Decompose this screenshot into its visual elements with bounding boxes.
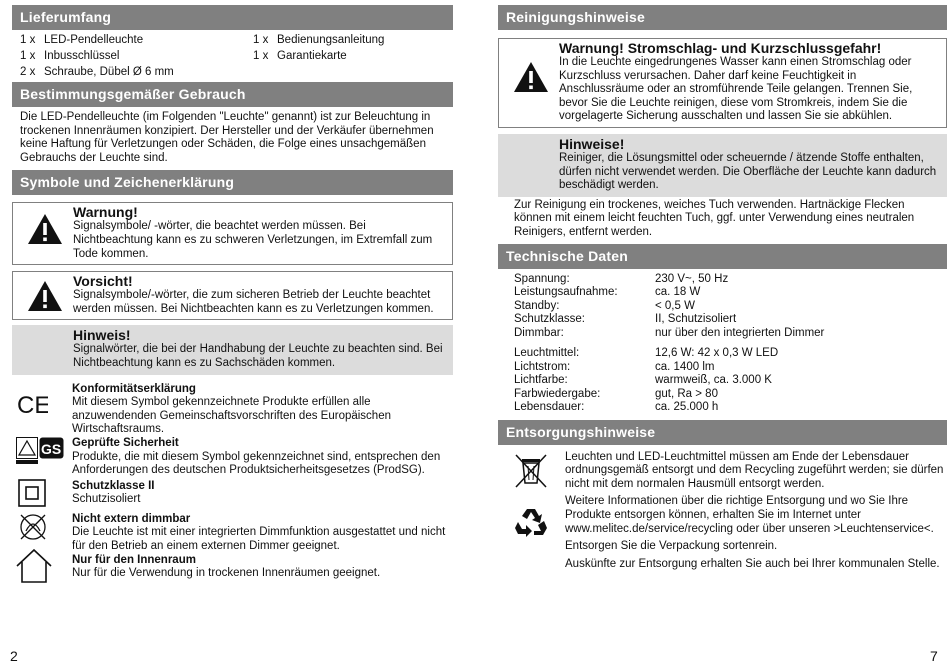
- disposal-body: [498, 451, 947, 572]
- left-page: [12, 5, 453, 581]
- list-item: 2 x Schraube, Dübel Ø 6 mm: [20, 66, 174, 78]
- note-text: Signalwörter, die bei der Handhabung der Leuchte zu beachten sind. Bei Nichtbeachtung kann es zu Sachschäden kommen.: [73, 343, 443, 369]
- cleaning-note-title: Hinweise!: [559, 135, 625, 152]
- disposal-text-1: Leuchten und LED-Leuchtmittel müssen am Ende der Lebensdauer ordnungsgemäß entsorgt und dem Recycling zugeführt werden; sie dürfen nicht mit dem normalen Hausmüll entsorgt werden.: [565, 450, 944, 490]
- tech-table-1: Spannung: 230 V~, 50 Hz Leistungsaufnahme: ca. 18 W Standby: < 0,5 W Schutzklasse: II, Schutzisoliert Dimmbar: nur über den integrierten Dimmer: [514, 272, 825, 339]
- disposal-text-2: Weitere Informationen über die richtige Entsorgung und wo Sie Ihre Produkte entsorgen können, erhalten Sie im Internet unter www.melitec.de/service/recycling oder über unseren >Leuchtenservice<.: [565, 495, 934, 535]
- section-heading-tech: Technische Daten: [498, 244, 947, 269]
- symbol-list: [12, 383, 453, 581]
- warning-box: [12, 202, 453, 265]
- caution-box: [12, 271, 453, 320]
- list-item: 1 x Bedienungsanleitung: [253, 34, 385, 46]
- list-item: 1 x Garantiekarte: [253, 50, 347, 62]
- section-heading-intended-use: Bestimmungsgemäßer Gebrauch: [12, 82, 453, 107]
- disposal-text-4: Auskünfte zur Entsorgung erhalten Sie auch bei Ihrer kommunalen Stelle.: [565, 557, 940, 570]
- crossed-bin-icon: [514, 453, 548, 492]
- list-item: 1 x LED-Pendelleuchte: [20, 34, 144, 46]
- cleaning-text: Zur Reinigung ein trockenes, weiches Tuch verwenden. Hartnäckige Flecken können mit einem leicht feuchten Tuch, ggf. unter Verwendung eines neutralen Reinigers, entfernt werden.: [514, 198, 915, 238]
- gs-mark-label: GS: [41, 440, 62, 457]
- note-box: [12, 325, 453, 374]
- list-item: CE Konformitätserklärung Mit diesem Symbol gekennzeichnete Produkte erfüllen alle anzuwendenden Gemeinschaftsvorschriften des Europäischen Wirtschaftsraums.: [17, 382, 391, 436]
- gs-mark-icon: [16, 437, 64, 472]
- ce-mark-icon: [16, 391, 48, 420]
- list-item: 1 x Inbusschlüssel: [20, 50, 120, 62]
- warning-text: Signalsymbole/ -wörter, die beachtet werden müssen. Bei Nichtbeachtung kann es zu schweren Verletzungen, im Extremfall zum Tode kommen.: [73, 220, 433, 260]
- scope-list: [12, 30, 453, 80]
- warning-triangle-icon: [27, 213, 63, 248]
- disposal-text-3: Entsorgen Sie die Verpackung sortenrein.: [565, 540, 778, 553]
- intended-use-text: Die LED-Pendelleuchte (im Folgenden "Leuchte" genannt) ist zur Beleuchtung in trockenen Innenräumen konzipiert. Der Hersteller und der Verkäufer übernehmen keine Haftung für Verletzungen oder Schäden, die Folge eines unsachgemäßen Gebrauchs der Leuchte sind.: [20, 111, 434, 164]
- list-item: Nicht extern dimmbar Die Leuchte ist mit einer integrierten Dimmfunktion ausgestattet und nicht für den Betrieb an einem externen Dimmer geeignet.: [12, 513, 453, 554]
- section-heading-scope: Lieferumfang: [12, 5, 453, 30]
- section-heading-symbols: Symbole und Zeichenerklärung: [12, 170, 453, 195]
- note-title: Hinweis!: [73, 327, 131, 344]
- cleaning-note-text: Reiniger, die Lösungsmittel oder scheuernde / ätzende Stoffe enthalten, dürfen nicht verwendet werden. Die Oberfläche der Leuchte kann dadurch beschädigt werden.: [559, 151, 937, 192]
- ce-mark-label: CE: [17, 391, 48, 417]
- indoor-house-icon: [15, 548, 53, 587]
- cleaning-warning-text: In die Leuchte eingedrungenes Wasser kann einen Stromschlag oder Kurzschluss verursachen. Daher darf keine Feuchtigkeit in Anschlussräume oder an stromführende Teile gelangen. Trennen Sie, bevor Sie die Leuchte reinigen, diese vom Stromkreis, indem Sie die vorgelagerte Sicherung ausschalten und lassen Sie sie abkühlen.: [559, 56, 913, 123]
- list-item: GS Geprüfte Sicherheit Produkte, die mit diesem Symbol gekennzeichnet sind, entsprechen den Anforderungen des deutschen Produktsicherheitsgesetzes (ProdSG).: [12, 437, 453, 478]
- list-item: Schutzklasse II Schutzisoliert: [12, 480, 453, 507]
- warning-triangle-icon: [27, 280, 63, 315]
- right-page: [498, 5, 947, 571]
- tech-table-2: Leuchtmittel: 12,6 W: 42 x 0,3 W LED Lichtstrom: ca. 1400 lm Lichtfarbe: warmweiß, ca. 3.000 K Farbwiedergabe: gut, Ra > 80 Lebensdauer: ca. 25.000 h: [514, 347, 779, 414]
- protection-class-ii-icon: [18, 479, 46, 510]
- cleaning-warning-title: Warnung! Stromschlag- und Kurzschlussgefahr!: [559, 40, 882, 56]
- list-item: Nur für den Innenraum Nur für die Verwendung in trockenen Innenräumen geeignet.: [12, 554, 453, 581]
- not-dimmable-icon: [17, 511, 49, 546]
- page-number-right: 7: [930, 648, 938, 664]
- section-heading-cleaning: Reinigungshinweise: [498, 5, 947, 30]
- caution-title: Vorsicht!: [73, 273, 133, 290]
- recycling-icon: [514, 507, 548, 542]
- caution-text: Signalsymbole/-wörter, die zum sicheren Betrieb der Leuchte beachtet werden müssen. Bei Nichtbeachten kann es zu Verletzungen kommen.: [73, 289, 434, 315]
- page-number-left: 2: [10, 648, 18, 664]
- warning-triangle-icon: [513, 61, 549, 96]
- section-heading-disposal: Entsorgungshinweise: [498, 420, 947, 445]
- warning-title: Warnung!: [73, 204, 138, 221]
- cleaning-note-box: [498, 134, 947, 197]
- cleaning-warning-box: [498, 38, 947, 128]
